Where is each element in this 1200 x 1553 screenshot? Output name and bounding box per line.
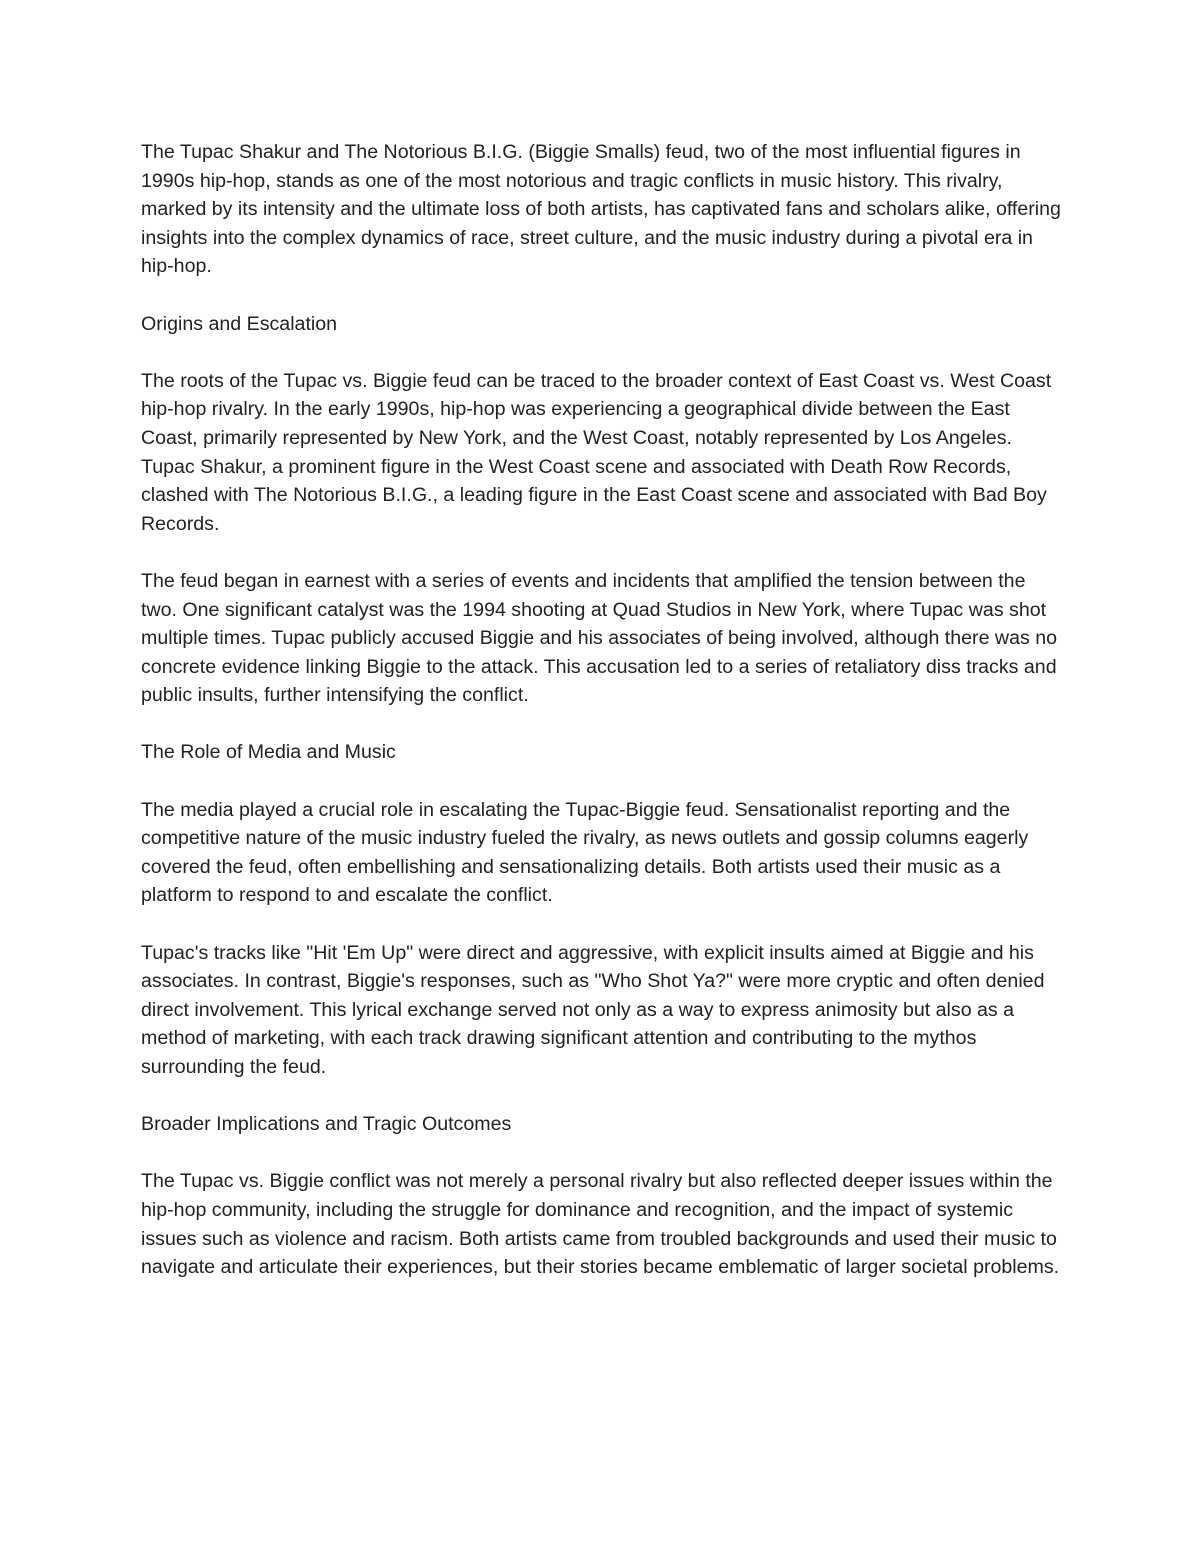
intro-paragraph: The Tupac Shakur and The Notorious B.I.G. (Biggie Smalls) feud, two of the most influential figures in 1990s hip-hop, stands as one of the most notorious and tragic conflicts in music history. This rivalry, marked by its intensity and the ultimate loss of both artists, has captivated fans and scholars alike, offering insights into the complex dynamics of race, street culture, and the music industry during a pivotal era in hip-hop. [141,141,1061,278]
paragraph-tracks: Tupac's tracks like "Hit 'Em Up" were direct and aggressive, with explicit insults aimed at Biggie and his associates. In contrast, Biggie's responses, such as "Who Shot Ya?" were more cryptic and often denied direct involvement. This lyrical exchange served not only as a way to express animosity but also as a method of marketing, with each track drawing significant attention and contributing to the mythos surrounding the feud. [141,941,1045,1078]
section-heading-origins: Origins and Escalation [141,312,338,335]
section-heading-implications: Broader Implications and Tragic Outcomes [141,1113,512,1136]
paragraph-conflict: The Tupac vs. Biggie conflict was not merely a personal rivalry but also reflected deeper issues within the hip-hop community, including the struggle for dominance and recognition, and the impact of systemic issues such as violence and racism. Both artists came from troubled backgrounds and used their music to navigate and articulate their experiences, but their stories became emblematic of larger societal problems. [141,1170,1060,1279]
paragraph-media-role: The media played a crucial role in escalating the Tupac-Biggie feud. Sensationalist reporting and the competitive nature of the music industry fueled the rivalry, as news outlets and gossip columns eagerly covered the feud, often embellishing and sensationalizing details. Both artists used their music as a platform to respond to and escalate the conflict. [141,798,1029,907]
section-heading-media: The Role of Media and Music [141,741,396,764]
paragraph-feud-began: The feud began in earnest with a series of events and incidents that amplified the tension between the two. One significant catalyst was the 1994 shooting at Quad Studios in New York, where Tupac was shot multiple times. Tupac publicly accused Biggie and his associates of being involved, although there was no concrete evidence linking Biggie to the attack. This accusation led to a series of retaliatory diss tracks and public insults, further intensifying the conflict. [141,569,1057,707]
paragraph-roots: The roots of the Tupac vs. Biggie feud can be traced to the broader context of East Coast vs. West Coast hip-hop rivalry. In the early 1990s, hip-hop was experiencing a geographical divide between the East Coast, primarily represented by New York, and the West Coast, notably represented by Los Angeles. Tupac Shakur, a prominent figure in the West Coast scene and associated with Death Row Records, clashed with The Notorious B.I.G., a leading figure in the East Coast scene and associated with Bad Boy Records. [141,369,1052,535]
document-page [141,138,1061,1282]
